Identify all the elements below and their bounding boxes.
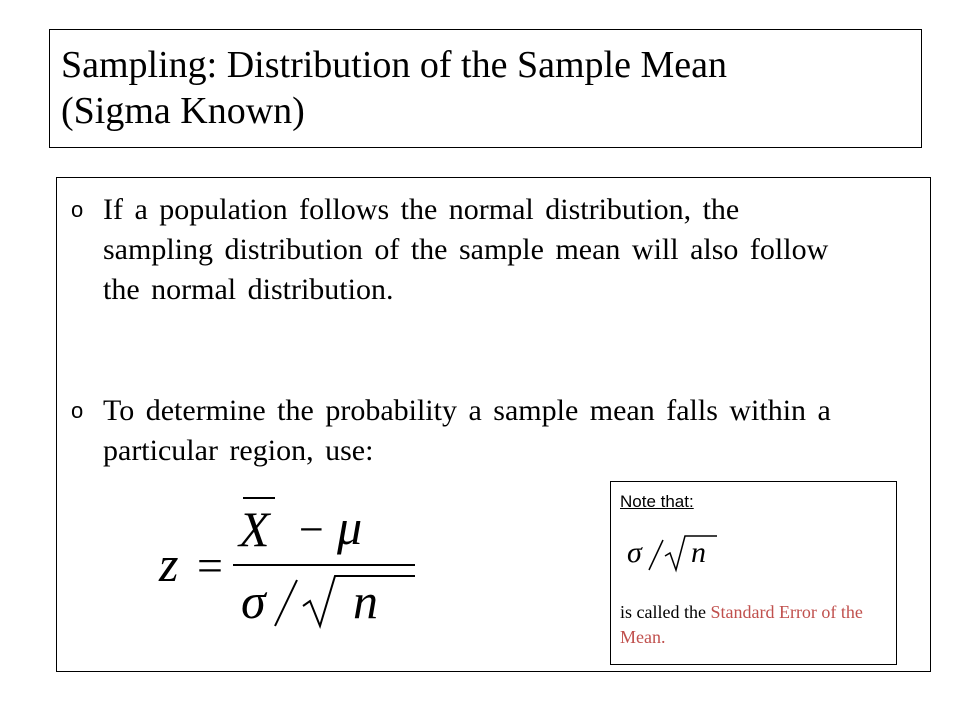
bullet-item [71, 391, 831, 471]
bullet-text: If a population follows the normal distribution, the sampling distribution of the sample mean will also follow the normal distribution. [103, 193, 829, 306]
bullet-marker: o [71, 197, 84, 222]
title-line-1: Sampling: Distribution of the Sample Mean [61, 44, 727, 86]
formula-z: z [159, 536, 179, 592]
standard-error-label: Standard Error of the Mean. [620, 602, 863, 647]
formula-sigma: σ [241, 573, 266, 629]
z-score-formula [157, 488, 417, 638]
formula-slash [275, 580, 297, 626]
bullet-item [71, 190, 831, 310]
bullet-text: To determine the probability a sample mean falls within a particular region, use: [103, 394, 831, 467]
standard-error-formula [625, 528, 725, 576]
title-line-2: (Sigma Known) [61, 90, 305, 132]
note-n: n [691, 536, 706, 569]
title-box [49, 29, 922, 148]
formula-mu: μ [337, 499, 363, 555]
note-slash [649, 540, 663, 570]
bullet-marker: o [71, 398, 84, 423]
note-desc-prefix: is called the [620, 602, 711, 622]
note-sigma: σ [627, 536, 642, 569]
slide-title [61, 42, 727, 134]
note-description [620, 600, 895, 650]
formula-minus: − [299, 505, 324, 554]
formula-xbar: X [239, 501, 270, 557]
formula-n: n [353, 573, 378, 629]
note-box [610, 481, 897, 665]
note-heading: Note that: [620, 492, 694, 511]
formula-equals: = [197, 540, 223, 591]
